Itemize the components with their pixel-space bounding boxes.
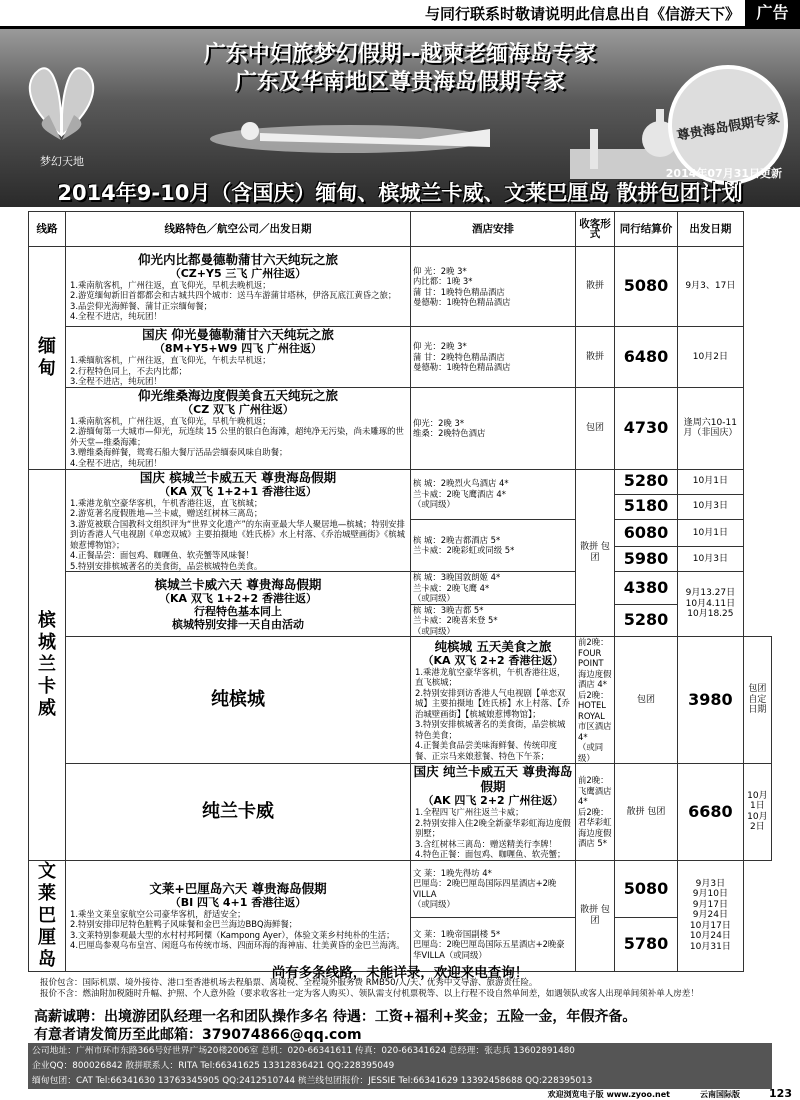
hotel-cell: 槟 城：3晚国敦朗姬 4* 兰卡威：2晚飞鹰 4* （或同级） [411,572,576,605]
contact-address: 公司地址：广州市环市东路366号好世界广场20楼2006室 总机：020-66341611 传真：020-66341624 总经理：张志兵 13602891480 [32,1046,575,1056]
date-cell: 逢周六10-11月（非国庆） [678,387,744,469]
header-banner [0,29,800,207]
logo-text: 梦幻天地 [40,155,84,168]
header-dates: 出发日期 [678,212,744,247]
hotel-cell: 槟 城：2晚烈火鸟酒店 4* 兰卡威：2晚飞鹰酒店 4* （或同级） [411,469,576,519]
region-myanmar: 缅甸 [29,247,66,470]
date-cell: 10月3日 [678,494,744,519]
type-cell: 散拼 包团 [576,860,615,971]
hotel-cell: 槟 城：2晚吉都酒店 5* 兰卡威：2晚彩虹或同级 5* [411,519,576,572]
price-cell: 6680 [678,764,744,861]
route-cell: 文莱+巴厘岛六天 尊贵海岛假期 （BI 四飞 4+1 香港往返） 1.乘坐文莱皇家航空公司豪华客机，舒适安全； 2.特别安排印尼特色脏鸭子风味餐和金巴兰海边BBQ海鲜餐； 3.文莱特别参观最大型的水村村邦阿僳（Kampong Ayer），体验文莱乡村纯朴的生活； 4.巴厘岛参观乌布皇宫、闲逛乌布传统市场、四面环海的海神庙、壮美黄昏的金巴兰海湾。 [66,860,411,971]
route-cell: 仰光维桑海边度假美食五天纯玩之旅 （CZ 双飞 广州往返） 1.乘南航客机，广州往返，直飞仰光，早机午晚机返； 2.游缅甸第一大城市—仰光，玩连续 15 公里的银白色海滩，超纯净无污染，尚未雕琢的世外天堂—维桑海滩； 3.赠维桑海鲜餐，鸳鸯石船大餐厅活品尝缅泰风味自助餐； 4.全程不进店，纯玩团！ [66,387,411,469]
price-cell: 4730 [615,387,678,469]
date-cell: 10月1日 [678,469,744,494]
contact-group: 缅甸包团：CAT Tel:66341630 13763345905 QQ:2412510744 槟兰线包团报价：JESSIE Tel:66341629 13392458688 QQ:228395013 [32,1076,593,1086]
hotel-cell: 前2晚： FOUR POINT 海边度假酒店 4* 后2晚： HOTEL ROYAL 市区酒店 4* （或同级） [576,637,615,764]
date-cell: 10月1日 10月2日 [743,764,771,861]
date-cell: 包团 自定日期 [743,637,771,764]
tour-table [28,211,772,972]
table-row [29,637,772,764]
contact-qq: 企业QQ：800026842 散拼联系人：RITA Tel:66341625 13312836421 QQ:228395049 [32,1061,395,1071]
price-cell: 6480 [615,327,678,388]
type-cell: 散拼 包团 [615,764,678,861]
contact-block [28,1043,772,1089]
region-langkawi: 纯兰卡威 [66,764,411,861]
price-excluded: 报价不含：燃油附加税随时升幅、护照、个人意外险（要求收客社一定为客人购买）、领队需支付机票税等、以上行程不设自然单间差，如遇领队或客人出现单间须补单人房差！ [40,988,699,999]
route-cell: 国庆 槟城兰卡威五天 尊贵海岛假期 （KA 双飞 1+2+1 香港往返） 1.乘港龙航空豪华客机，午机香港往返，直飞槟城； 2.游览著名度假胜地—兰卡威，赠送红树林三离岛； 3.游览被联合国教科文组织评为“世界文化遗产”的东南亚最大华人聚居地—槟城；特别安排到访香港人气电视剧《单恋双城》主要拍摄地《姓氏桥》水上村落、《乔治城壁画街》《槟城娘惹博物馆》； 4.正餐品尝：面包鸡、咖喱鱼、软壳蟹等风味餐！ 5.特别安排槟城著名的美食街，品尝槟城特色美食。 [66,469,411,572]
date-cell: 9月3日 9月10日 9月17日 9月24日 10月17日 10月24日 10月31日 [678,860,744,971]
plan-title: 2014年9-10月（含国庆）缅甸、槟城兰卡威、文莱巴厘岛 散拼包团计划 [57,181,743,205]
expert-seal: 尊贵海岛假期专家 [668,65,788,185]
table-row [29,860,772,918]
type-cell: 散拼 [576,247,615,327]
type-cell: 散拼 包团 [576,469,615,637]
price-terms [40,978,772,999]
table-row [29,764,772,861]
price-cell: 5980 [615,547,678,572]
header-hotel: 酒店安排 [411,212,576,247]
hiring-email: 有意者请发简历至此邮箱：379074866@qq.com [34,1027,362,1043]
date-cell: 10月1日 [678,519,744,547]
route-cell: 槟城兰卡威六天 尊贵海岛假期 （KA 双飞 1+2+2 香港往返） 行程特色基本同上 槟城特别安排一天自由活动 [66,572,411,637]
route-cell: 仰光内比都曼德勒蒲甘六天纯玩之旅 （CZ+Y5 三飞 广州往返） 1.乘南航客机，广州往返，直飞仰光，早机去晚机返； 2.游览缅甸新旧首都都会和古城共四个城市：送马车游蒲甘塔林，伊洛瓦底江黄昏之旅； 3.品尝仰光海鲜餐、蒲甘正宗缅甸餐； 4.全程不进店，纯玩团！ [66,247,411,327]
table-header-row [29,212,772,247]
ad-label: 广告 [745,0,800,26]
page-footer [0,1089,800,1100]
more-routes-notice: 尚有多条线路，未能详录，欢迎来电查询！ [271,965,529,981]
hotel-cell: 文 莱：1晚先得坊 4* 巴厘岛：2晚巴厘岛国际四星酒店+2晚VILLA （或同级） [411,860,576,918]
type-cell: 散拼 [576,327,615,388]
table-row [29,247,772,327]
update-date: 2014年07月31日更新 [665,167,782,180]
header-route: 线路 [29,212,66,247]
hotel-cell: 文 莱：1晚帝国副楼 5* 巴厘岛：2晚巴厘岛国际五星酒店+2晚豪华VILLA（或同级） [411,918,576,971]
hotel-cell: 槟 城：3晚吉都 5* 兰卡威：2晚喜来登 5* （或同级） [411,604,576,637]
date-cell: 9月13.27日 10月4.11日 10月18.25 [678,572,744,637]
hiring-notice: 高薪诚聘：出境游团队经理一名和团队操作多名 待遇：工资+福利+奖金；五险一金，年假齐备。 [34,1009,637,1025]
footer-site: 欢迎浏览电子版 www.zyoo.net [547,1090,670,1099]
price-cell: 4380 [615,572,678,605]
price-included: 报价包含：国际机票、境外接待、港口至香港机场去程船票、离境税、全程境外服务费 RMB50/人/天、优秀中文导游、旅游责任险。 [40,978,538,988]
header-type: 收客形式 [576,212,615,247]
type-cell: 包团 [615,637,678,764]
region-penang-langkawi: 槟城兰卡威 [29,469,66,860]
route-cell: 国庆 仰光曼德勒蒲甘六天纯玩之旅 （8M+Y5+W9 四飞 广州往返） 1.乘缅航客机，广州往返，直飞仰光，午机去早机返； 2.行程特色同上，不去内比都； 3.全程不进店，纯玩团！ [66,327,411,388]
price-cell: 5180 [615,494,678,519]
source-notice: 与同行联系时敬请说明此信息出自《信游天下》 [424,5,740,23]
diver-image [190,99,510,169]
price-cell: 5080 [615,860,678,918]
date-cell: 10月3日 [678,547,744,572]
table-row [29,572,772,605]
date-cell: 9月3、17日 [678,247,744,327]
price-cell: 5780 [615,918,678,971]
top-notice-bar [0,0,800,29]
banner-title-line1: 广东中妇旅梦幻假期--越柬老缅海岛专家 [203,42,597,67]
header-features: 线路特色／航空公司／出发日期 [66,212,411,247]
price-cell: 6080 [615,519,678,547]
banner-title-line2: 广东及华南地区尊贵海岛假期专家 [234,70,565,95]
table-row [29,327,772,388]
date-cell: 10月2日 [678,327,744,388]
hotel-cell: 仰 光：2晚 3* 蒲 甘：2晚特色精品酒店 曼德勒：1晚特色精品酒店 [411,327,576,388]
route-cell: 国庆 纯兰卡威五天 尊贵海岛假期 （AK 四飞 2+2 广州往返） 1.全程四飞广州往返兰卡威； 2.特别安排入住2晚全新豪华彩虹海边度假别墅； 3.含红树林三离岛：赠送精美行李牌！ 4.特色正餐：面包鸡、咖喱鱼、软壳蟹； [411,764,576,861]
hotel-cell: 仰光：2晚 3* 维桑：2晚特色酒店 [411,387,576,469]
price-cell: 5080 [615,247,678,327]
price-cell: 5280 [615,604,678,637]
type-cell: 包团 [576,387,615,469]
page-number: 123 [769,1087,792,1100]
price-cell: 5280 [615,469,678,494]
route-cell: 纯槟城 五天美食之旅 （KA 双飞 2+2 香港往返） 1.乘港龙航空豪华客机，午机香港往返，直飞槟城； 2.特别安排到访香港人气电视剧【单恋双城】主要拍摄地【姓氏桥】水上村落、【乔治城壁画街】【槟城娘惹博物馆】； 3.特别安排槟城著名的美食街，品尝槟城特色美食； 4.正餐美食品尝美味海鲜餐、传统印度餐、正宗马来娘惹餐、特色下午茶； [411,637,576,764]
header-price: 同行结算价 [615,212,678,247]
table-row [29,469,772,494]
footer-edition: 云南国际版 [700,1090,740,1099]
price-cell: 3980 [678,637,744,764]
table-row [29,387,772,469]
hotel-cell: 前2晚：飞鹰酒店 4* 后2晚：君华彩虹海边度假酒店 5* [576,764,615,861]
hotel-cell: 仰 光：2晚 3* 内比都：1晚 3* 蒲 甘：1晚特色精品酒店 曼德勒：1晚特色精品酒店 [411,247,576,327]
region-penang: 纯槟城 [66,637,411,764]
region-brunei-bali: 文莱巴厘岛 [29,860,66,971]
